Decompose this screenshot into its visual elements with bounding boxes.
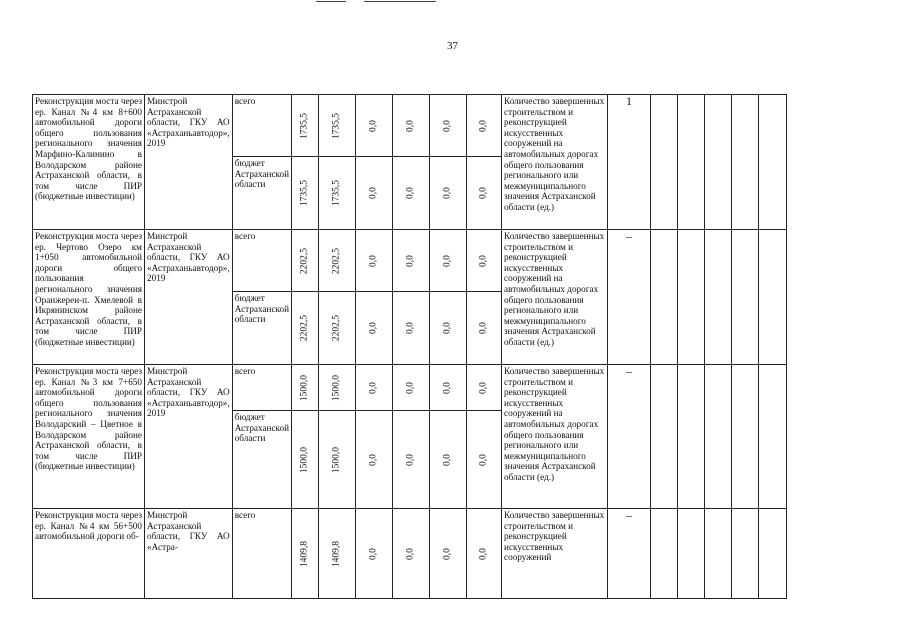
amount-value: 0,0 <box>442 322 453 334</box>
amount-cell <box>319 230 356 292</box>
empty-cell <box>732 95 759 230</box>
amount-cell <box>393 411 430 509</box>
empty-cell <box>651 365 678 509</box>
amount-cell <box>292 95 319 157</box>
amount-cell <box>467 157 502 230</box>
object-name: Реконструкция моста через ер. Канал №4 км 8+600 автомобильной дороги общего пользования регионального значения Марфино-Калинино в Володарском районе Астраханской области, в том числе ПИР (бюджетные инвестиции) <box>33 95 145 230</box>
funding-source: бюджет Астраханской области <box>232 292 291 365</box>
empty-cell <box>705 95 732 230</box>
amount-value: 1500,0 <box>299 374 310 401</box>
amount-value: 0,0 <box>442 119 453 132</box>
amount-cell <box>393 157 430 230</box>
funding-source: бюджет Астраханской области <box>232 157 291 230</box>
amount-cell <box>430 509 467 599</box>
funding-source: всего <box>232 509 291 599</box>
empty-cell <box>732 365 759 509</box>
amount-cell <box>393 292 430 365</box>
amount-value: 0,0 <box>478 322 489 334</box>
amount-cell <box>430 230 467 292</box>
empty-cell <box>678 509 705 599</box>
amount-value: 1500,0 <box>299 446 310 473</box>
empty-cell <box>678 365 705 509</box>
empty-cell <box>705 509 732 599</box>
amount-value: 0,0 <box>442 453 453 466</box>
amount-cell <box>356 157 393 230</box>
empty-cell <box>705 365 732 509</box>
amount-value: 0,0 <box>478 381 489 394</box>
amount-cell <box>430 95 467 157</box>
target-value: – <box>608 365 651 509</box>
amount-cell <box>292 230 319 292</box>
amount-value: 0,0 <box>368 322 379 334</box>
amount-cell <box>430 157 467 230</box>
amount-value: 0,0 <box>368 254 379 267</box>
amount-cell <box>292 157 319 230</box>
amount-value: 2202,5 <box>299 247 310 274</box>
indicator: Количество завершенных строительством и реконструкцией искусственных сооружений на автомобильных дорогах общего пользования регионального или межмуниципального значения Астраханской области (ед.) <box>502 95 608 230</box>
empty-cell <box>759 230 787 365</box>
executor: Минстрой Астраханской области, ГКУ АО «Астраханьавтодор», 2019 <box>145 95 233 230</box>
executor: Минстрой Астраханской области, ГКУ АО «Астра- <box>145 509 233 599</box>
amount-cell <box>356 95 393 157</box>
executor: Минстрой Астраханской области, ГКУ АО «Астраханьавтодор», 2019 <box>145 230 233 365</box>
amount-value: 2202,5 <box>331 247 342 274</box>
scan-mark-left <box>316 1 346 2</box>
amount-value: 0,0 <box>478 453 489 466</box>
page-number: 37 <box>447 40 458 52</box>
amount-cell <box>467 411 502 509</box>
amount-cell <box>292 292 319 365</box>
amount-cell <box>393 230 430 292</box>
empty-cell <box>759 509 787 599</box>
amount-cell <box>467 292 502 365</box>
scan-mark-right <box>364 1 436 2</box>
amount-value: 0,0 <box>478 547 489 560</box>
amount-value: 0,0 <box>478 254 489 267</box>
amount-value: 1500,0 <box>331 446 342 473</box>
amount-value: 0,0 <box>405 453 416 466</box>
amount-cell <box>356 411 393 509</box>
amount-cell <box>319 509 356 599</box>
target-value: – <box>608 230 651 365</box>
amount-value: 0,0 <box>442 547 453 560</box>
amount-value: 0,0 <box>405 119 416 132</box>
empty-cell <box>732 509 759 599</box>
amount-value: 0,0 <box>368 187 379 199</box>
object-name: Реконструкция моста через ер. Канал №3 км 7+650 автомобильной дороги общего пользования регионального значения Володарский – Цветное в Володарском районе Астраханской области, в том числе ПИР (бюджетные инвестиции) <box>33 365 145 509</box>
empty-cell <box>678 95 705 230</box>
amount-cell <box>319 95 356 157</box>
amount-value: 1500,0 <box>331 374 342 401</box>
amount-value: 2202,5 <box>299 314 310 342</box>
empty-cell <box>678 230 705 365</box>
target-value: – <box>608 509 651 599</box>
target-value: 1 <box>608 95 651 230</box>
amount-value: 0,0 <box>368 547 379 560</box>
amount-cell <box>393 365 430 411</box>
amount-value: 1735,5 <box>331 179 342 207</box>
table-row <box>33 509 787 599</box>
amount-value: 0,0 <box>368 453 379 466</box>
amount-cell <box>319 292 356 365</box>
amount-cell <box>430 411 467 509</box>
amount-value: 0,0 <box>442 187 453 199</box>
amount-value: 0,0 <box>405 381 416 394</box>
amount-cell <box>393 95 430 157</box>
amount-cell <box>319 365 356 411</box>
amount-value: 1409,8 <box>331 540 342 567</box>
amount-cell <box>467 230 502 292</box>
amount-cell <box>356 365 393 411</box>
amount-cell <box>319 411 356 509</box>
amount-value: 0,0 <box>405 187 416 199</box>
amount-value: 0,0 <box>478 119 489 132</box>
amount-cell <box>292 365 319 411</box>
empty-cell <box>651 230 678 365</box>
amount-value: 0,0 <box>405 322 416 334</box>
amount-cell <box>430 365 467 411</box>
funding-source: бюджет Астраханской области <box>232 411 291 509</box>
amount-value: 1735,5 <box>331 112 342 139</box>
funding-source: всего <box>232 95 291 157</box>
object-name: Реконструкция моста через ер. Канал №4 км 56+500 автомобильной дороги об- <box>33 509 145 599</box>
amount-value: 0,0 <box>405 254 416 267</box>
amount-value: 0,0 <box>442 254 453 267</box>
indicator: Количество завершенных строительством и реконструкцией искусственных сооружений <box>502 509 608 599</box>
table-row <box>33 230 787 292</box>
empty-cell <box>759 365 787 509</box>
amount-value: 0,0 <box>405 547 416 560</box>
amount-value: 0,0 <box>368 381 379 394</box>
amount-value: 0,0 <box>442 381 453 394</box>
amount-cell <box>467 365 502 411</box>
empty-cell <box>732 230 759 365</box>
funding-source: всего <box>232 230 291 292</box>
indicator: Количество завершенных строительством и реконструкцией искусственных сооружений на автомобильных дорогах общего пользования регионального или межмуниципального значения Астраханской области (ед.) <box>502 365 608 509</box>
executor: Минстрой Астраханской области, ГКУ АО «Астраханьавтодор», 2019 <box>145 365 233 509</box>
amount-value: 1735,5 <box>299 112 310 139</box>
amount-value: 0,0 <box>478 187 489 199</box>
amount-value: 1409,8 <box>299 540 310 567</box>
amount-value: 0,0 <box>368 119 379 132</box>
amount-cell <box>356 509 393 599</box>
amount-cell <box>292 509 319 599</box>
empty-cell <box>651 509 678 599</box>
empty-cell <box>759 95 787 230</box>
budget-table <box>32 94 787 599</box>
empty-cell <box>651 95 678 230</box>
amount-cell <box>319 157 356 230</box>
amount-value: 1735,5 <box>299 179 310 207</box>
table-row <box>33 365 787 411</box>
amount-cell <box>467 95 502 157</box>
object-name: Реконструкция моста через ер. Чертово Озеро км 1+050 автомобильной дороги общего пользования регионального значения Оранжереи-п. Хмелевой в Икрянинском районе Астраханской области, в том числе ПИР (бюджетные инвестиции) <box>33 230 145 365</box>
empty-cell <box>705 230 732 365</box>
indicator: Количество завершенных строительством и реконструкцией искусственных сооружений на автомобильных дорогах общего пользования регионального или межмуниципального значения Астраханской области (ед.) <box>502 230 608 365</box>
funding-source: всего <box>232 365 291 411</box>
amount-cell <box>430 292 467 365</box>
amount-cell <box>356 230 393 292</box>
amount-cell <box>292 411 319 509</box>
table-row <box>33 95 787 157</box>
amount-cell <box>467 509 502 599</box>
amount-value: 2202,5 <box>331 314 342 342</box>
amount-cell <box>356 292 393 365</box>
amount-cell <box>393 509 430 599</box>
